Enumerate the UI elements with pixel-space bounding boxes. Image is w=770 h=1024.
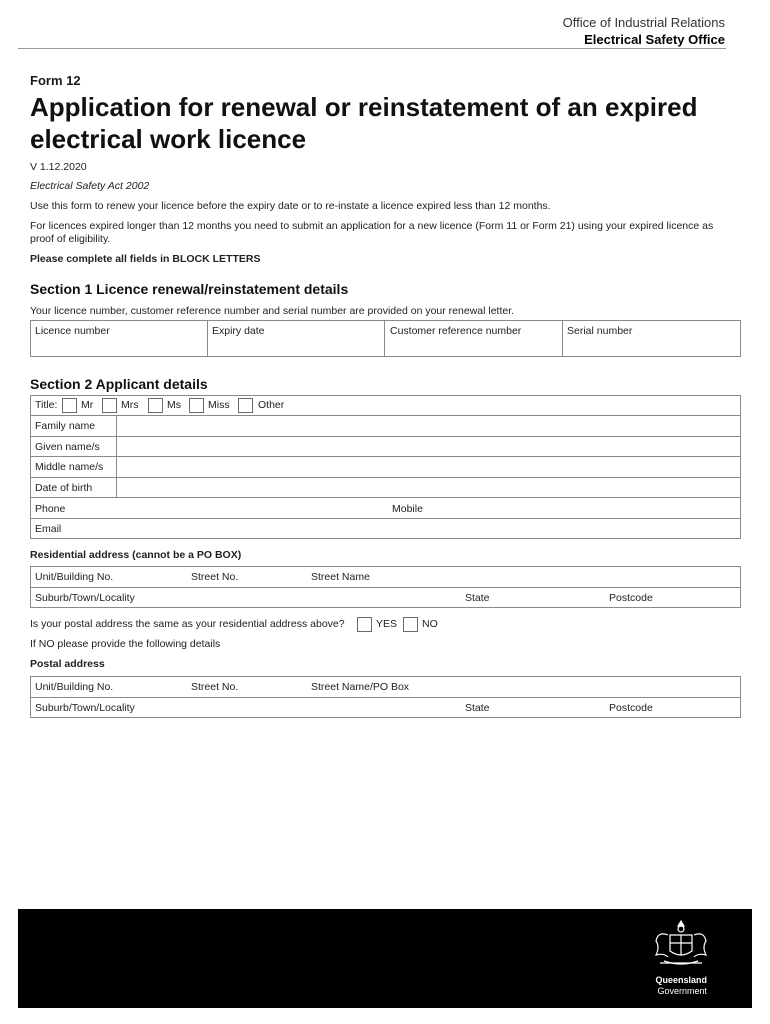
postal-same-no-label: NO [422, 618, 438, 630]
customer-reference-field[interactable]: Customer reference number [390, 325, 522, 337]
postal-state-field[interactable]: State [465, 702, 490, 714]
section1-heading: Section 1 Licence renewal/reinstatement details [30, 281, 349, 297]
page-title: Application for renewal or reinstatement of an expired electrical work licence [30, 92, 698, 154]
given-names-input[interactable] [117, 437, 740, 456]
table-divider [207, 320, 208, 357]
intro-text-2: For licences expired longer than 12 months you need to submit an application for a new licence (Form 11 or Form 21) using your expired licence as proof of eligibility. [30, 220, 714, 245]
form-number: Form 12 [30, 73, 81, 88]
title-mr-checkbox[interactable] [62, 398, 77, 413]
postal-postcode-field[interactable]: Postcode [609, 702, 653, 714]
dob-label: Date of birth [35, 482, 93, 494]
row-divider [30, 697, 741, 698]
header-org: Office of Industrial Relations [562, 15, 725, 30]
title-mrs-checkbox[interactable] [102, 398, 117, 413]
phone-field[interactable]: Phone [35, 503, 66, 515]
table-divider [562, 320, 563, 357]
expiry-date-field[interactable]: Expiry date [212, 325, 265, 337]
title-miss-checkbox[interactable] [189, 398, 204, 413]
title-mrs-label: Mrs [121, 399, 139, 411]
given-names-label: Given name/s [35, 441, 100, 453]
title-other-checkbox[interactable] [238, 398, 253, 413]
title-ms-label: Ms [167, 399, 181, 411]
postal-suburb-field[interactable]: Suburb/Town/Locality [35, 702, 135, 714]
header-unit: Electrical Safety Office [584, 32, 725, 47]
section1-note: Your licence number, customer reference number and serial number are provided on your renewal letter. [30, 305, 515, 317]
section2-heading: Section 2 Applicant details [30, 376, 208, 392]
row-divider [30, 518, 741, 519]
family-name-input[interactable] [117, 416, 740, 436]
title-ms-checkbox[interactable] [148, 398, 163, 413]
postal-street-no-field[interactable]: Street No. [191, 681, 239, 693]
postal-same-yes-label: YES [376, 618, 398, 630]
residential-street-no-field[interactable]: Street No. [191, 571, 239, 583]
postal-heading: Postal address [30, 658, 105, 670]
intro-text-1: Use this form to renew your licence before the expiry date or to re-instate a licence expired less than 12 months. [30, 200, 551, 212]
family-name-label: Family name [35, 420, 96, 432]
title-miss-label: Miss [208, 399, 230, 411]
postal-same-no-checkbox[interactable] [403, 617, 418, 632]
form-act: Electrical Safety Act 2002 [30, 180, 150, 192]
postal-same-yes-checkbox[interactable] [357, 617, 372, 632]
email-field[interactable]: Email [35, 523, 62, 535]
queensland-crest-icon [650, 917, 712, 971]
table-divider [384, 320, 385, 357]
government-label: Government [657, 986, 707, 996]
dob-input[interactable] [117, 478, 740, 497]
title-mr-label: Mr [81, 399, 94, 411]
residential-postcode-field[interactable]: Postcode [609, 592, 653, 604]
residential-suburb-field[interactable]: Suburb/Town/Locality [35, 592, 135, 604]
title-label: Title: [35, 399, 58, 411]
residential-unit-field[interactable]: Unit/Building No. [35, 571, 114, 583]
residential-state-field[interactable]: State [465, 592, 490, 604]
postal-same-question: Is your postal address the same as your residential address above? [30, 618, 345, 630]
row-divider [30, 587, 741, 588]
middle-names-input[interactable] [117, 457, 740, 477]
postal-unit-field[interactable]: Unit/Building No. [35, 681, 114, 693]
residential-street-name-field[interactable]: Street Name [311, 571, 370, 583]
row-divider [30, 497, 741, 498]
footer-banner [18, 909, 752, 1008]
header-divider [18, 48, 726, 49]
postal-street-name-field[interactable]: Street Name/PO Box [311, 681, 410, 693]
licence-details-table [30, 320, 741, 357]
mobile-field[interactable]: Mobile [392, 503, 423, 515]
middle-names-label: Middle name/s [35, 461, 104, 473]
form-version: V 1.12.2020 [30, 161, 87, 173]
queensland-label: Queensland [655, 975, 707, 985]
block-letters-note: Please complete all fields in BLOCK LETTERS [30, 253, 261, 265]
serial-number-field[interactable]: Serial number [567, 325, 633, 337]
title-other-label: Other [258, 399, 285, 411]
postal-if-no-note: If NO please provide the following details [30, 638, 221, 650]
residential-heading: Residential address (cannot be a PO BOX) [30, 549, 242, 561]
licence-number-field[interactable]: Licence number [35, 325, 110, 337]
